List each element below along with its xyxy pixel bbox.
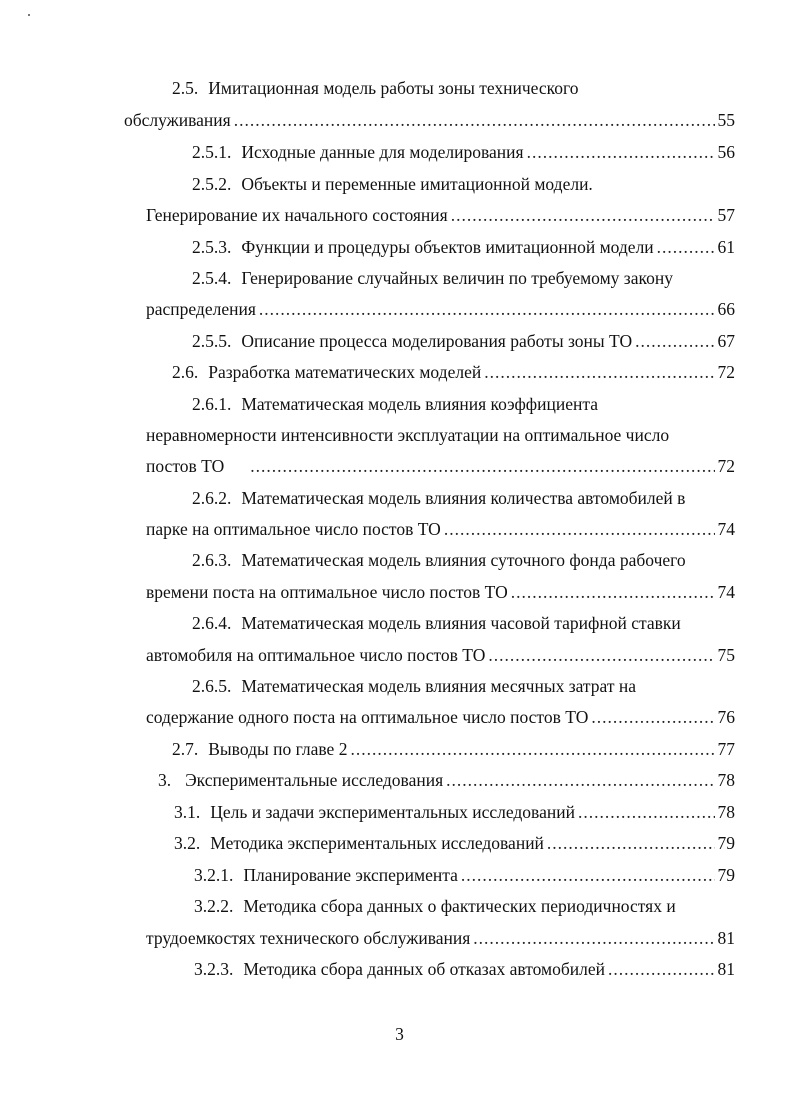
leader-dots (461, 860, 715, 890)
leader-dots (578, 797, 715, 827)
toc-page-number: 81 (717, 928, 735, 948)
leader-dots (250, 451, 714, 481)
toc-title-continued: времени поста на оптимальное число постов ТО (146, 582, 508, 602)
toc-title-continued: автомобиля на оптимальное число постов ТО (146, 645, 486, 665)
toc-page-number: 74 (717, 519, 735, 539)
toc-page-number: 75 (717, 645, 735, 665)
toc-title: Объекты и переменные имитационной модели. (241, 174, 593, 194)
toc-entry-2-6-4-line1 (0, 608, 799, 638)
toc-entry-2-5-2-line1 (0, 169, 799, 199)
toc-entry-2-6-5-line2 (0, 702, 799, 732)
toc-entry-3 (0, 765, 799, 795)
toc-entry-2-5-4-line1 (0, 263, 799, 293)
toc-entry-2-5-4-line2 (0, 294, 799, 324)
toc-number: 2.5. (172, 78, 199, 98)
toc-page-number: 61 (717, 237, 735, 257)
toc-entry-2-6-5-line1 (0, 671, 799, 701)
toc-entry-2-6-2-line2 (0, 514, 799, 544)
toc-entry-2-6-1-line3 (0, 451, 799, 481)
toc-title: Планирование эксперимента (243, 865, 458, 885)
toc-entry-2-6-3-line2 (0, 577, 799, 607)
toc-number: 2.6.3. (192, 550, 232, 570)
toc-entry-2-6-1-line1 (0, 389, 799, 419)
leader-dots (657, 232, 715, 262)
toc-title: Математическая модель влияния суточного фонда рабочего (241, 550, 686, 570)
toc-entry-2-6-3-line1 (0, 545, 799, 575)
toc-page-number: 72 (717, 362, 735, 382)
toc-title: Генерирование случайных величин по требуемому закону (241, 268, 673, 288)
toc-entry-2-6 (0, 357, 799, 387)
leader-dots (444, 514, 715, 544)
toc-title-continued: неравномерности интенсивности эксплуатации на оптимальное число (146, 425, 670, 445)
leader-dots (608, 954, 715, 984)
toc-number: 3.2.2. (194, 896, 234, 916)
page-number: 3 (395, 1024, 404, 1044)
toc-number: 2.6.5. (192, 676, 232, 696)
toc-number: 2.6.1. (192, 394, 232, 414)
toc-entry-2-5-2-line2 (0, 200, 799, 230)
toc-entry-2-6-4-line2 (0, 640, 799, 670)
toc-title: Исходные данные для моделирования (241, 142, 524, 162)
toc-page-number: 76 (717, 707, 735, 727)
toc-title: Описание процесса моделирования работы зоны ТО (241, 331, 633, 351)
toc-number: 2.6.2. (192, 488, 232, 508)
toc-page-number: 57 (717, 205, 735, 225)
toc-title: Выводы по главе 2 (208, 739, 348, 759)
toc-number: 2.5.1. (192, 142, 232, 162)
leader-dots (511, 577, 715, 607)
leader-dots (591, 702, 714, 732)
toc-title: Функции и процедуры объектов имитационной модели (241, 237, 654, 257)
toc-title: Имитационная модель работы зоны технического (208, 78, 579, 98)
toc-page-number: 66 (717, 299, 735, 319)
leader-dots (234, 105, 715, 135)
toc-number: 2.6.4. (192, 613, 232, 633)
toc-title-continued: трудоемкостях технического обслуживания (146, 928, 471, 948)
toc-title: Математическая модель влияния коэффициента (241, 394, 598, 414)
leader-dots (451, 200, 715, 230)
toc-page-number: 77 (717, 739, 735, 759)
leader-dots (635, 326, 714, 356)
toc-number: 2.7. (172, 739, 199, 759)
toc-page-number: 56 (717, 142, 735, 162)
toc-page-number: 78 (717, 770, 735, 790)
leader-dots (547, 828, 715, 858)
toc-number: 2.5.2. (192, 174, 232, 194)
toc-title: Экспериментальные исследования (185, 770, 444, 790)
toc-page-number: 79 (717, 865, 735, 885)
toc-number: 3.2.3. (194, 959, 234, 979)
toc-number: 3.2.1. (194, 865, 234, 885)
toc-number: 2.5.5. (192, 331, 232, 351)
toc-entry-2-6-1-line2 (0, 420, 799, 450)
toc-entry-2-7 (0, 734, 799, 764)
toc-number: 2.5.4. (192, 268, 232, 288)
scan-speck (28, 14, 30, 16)
toc-title: Методика сбора данных о фактических периодичностях и (243, 896, 676, 916)
toc-entry-2-5-1 (0, 137, 799, 167)
toc-title-continued: содержание одного поста на оптимальное число постов ТО (146, 707, 589, 727)
leader-dots (446, 765, 714, 795)
toc-entry-2-5-5 (0, 326, 799, 356)
toc-title: Математическая модель влияния месячных затрат на (241, 676, 637, 696)
toc-entry-3-2-1 (0, 860, 799, 890)
leader-dots (259, 294, 715, 324)
leader-dots (350, 734, 714, 764)
toc-entry-2-6-2-line1 (0, 483, 799, 513)
toc-title: Математическая модель влияния часовой тарифной ставки (241, 613, 681, 633)
leader-dots (473, 923, 714, 953)
toc-title-continued: парке на оптимальное число постов ТО (146, 519, 441, 539)
toc-entry-3-1 (0, 797, 799, 827)
toc-title: Разработка математических моделей (208, 362, 482, 382)
toc-number: 2.6. (172, 362, 199, 382)
toc-title-continued: распределения (146, 299, 256, 319)
toc-page-number: 67 (717, 331, 735, 351)
toc-title: Методика сбора данных об отказах автомобилей (243, 959, 605, 979)
toc-title-continued: обслуживания (124, 110, 231, 130)
leader-dots (484, 357, 714, 387)
toc-number: 2.5.3. (192, 237, 232, 257)
toc-page-number: 79 (717, 833, 735, 853)
toc-title-continued: Генерирование их начального состояния (146, 205, 448, 225)
toc-entry-3-2-2-line1 (0, 891, 799, 921)
toc-entry-2-5-line1 (0, 73, 799, 103)
toc-number: 3.2. (174, 833, 201, 853)
toc-number: 3. (158, 770, 172, 790)
toc-title: Методика экспериментальных исследований (210, 833, 544, 853)
toc-entry-3-2-3 (0, 954, 799, 984)
toc-number: 3.1. (174, 802, 201, 822)
toc-page-number: 72 (717, 456, 735, 476)
toc-title: Математическая модель влияния количества автомобилей в (241, 488, 686, 508)
toc-page-number: 74 (717, 582, 735, 602)
leader-dots (527, 137, 715, 167)
toc-entry-3-2-2-line2 (0, 923, 799, 953)
toc-page-number: 55 (717, 110, 735, 130)
toc-entry-2-5-line2 (0, 105, 799, 135)
toc-title: Цель и задачи экспериментальных исследований (210, 802, 575, 822)
toc-title-continued: постов ТО (146, 456, 225, 476)
toc-page-number: 78 (717, 802, 735, 822)
leader-dots (488, 640, 714, 670)
toc-page-number: 81 (717, 959, 735, 979)
toc-entry-2-5-3 (0, 232, 799, 262)
toc-entry-3-2 (0, 828, 799, 858)
